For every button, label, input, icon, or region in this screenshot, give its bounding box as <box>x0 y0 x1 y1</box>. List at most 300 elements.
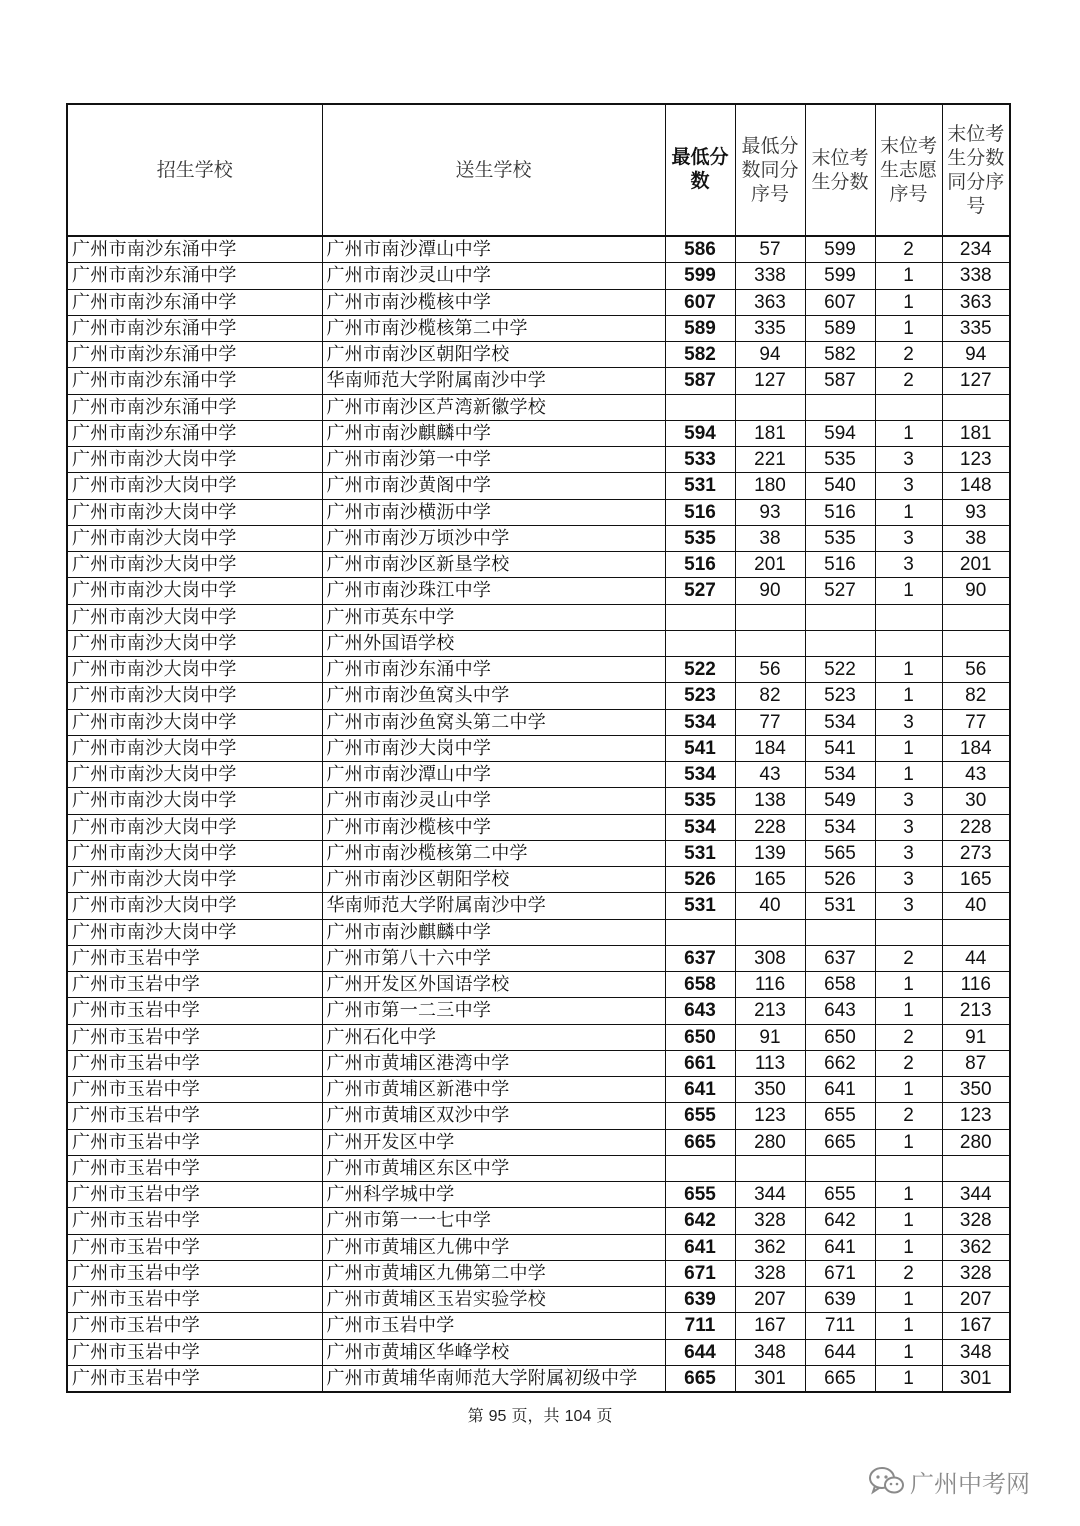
admitting-school-cell: 广州市玉岩中学 <box>67 1365 322 1392</box>
min-score-cell: 534 <box>665 709 735 735</box>
admitting-school-cell: 广州市南沙东涌中学 <box>67 289 322 315</box>
admitting-school-cell: 广州市南沙大岗中学 <box>67 447 322 473</box>
table-row <box>67 1260 1010 1286</box>
last-choice-rank-cell: 3 <box>875 447 942 473</box>
last-choice-rank-cell: 3 <box>875 709 942 735</box>
min-score-tie-rank-cell: 167 <box>735 1313 805 1339</box>
last-tie-rank-cell: 165 <box>942 867 1010 893</box>
table-row <box>67 867 1010 893</box>
min-score-cell: 641 <box>665 1077 735 1103</box>
min-score-cell <box>665 604 735 630</box>
admitting-school-cell: 广州市南沙东涌中学 <box>67 420 322 446</box>
last-choice-rank-cell: 3 <box>875 525 942 551</box>
min-score-tie-rank-cell: 348 <box>735 1339 805 1365</box>
last-tie-rank-cell: 93 <box>942 499 1010 525</box>
last-tie-rank-cell: 273 <box>942 840 1010 866</box>
table-row <box>67 1103 1010 1129</box>
min-score-tie-rank-cell: 181 <box>735 420 805 446</box>
min-score-tie-rank-cell <box>735 1155 805 1181</box>
last-tie-rank-cell: 335 <box>942 315 1010 341</box>
table-row <box>67 709 1010 735</box>
table-row <box>67 368 1010 394</box>
last-score-cell: 643 <box>805 998 875 1024</box>
min-score-cell: 534 <box>665 762 735 788</box>
last-choice-rank-cell: 2 <box>875 1024 942 1050</box>
last-tie-rank-cell <box>942 394 1010 420</box>
current-page-number: 95 <box>488 1408 507 1425</box>
min-score-cell: 641 <box>665 1234 735 1260</box>
min-score-cell: 582 <box>665 342 735 368</box>
last-tie-rank-cell: 90 <box>942 578 1010 604</box>
min-score-tie-rank-cell: 127 <box>735 368 805 394</box>
table-row <box>67 1287 1010 1313</box>
last-choice-rank-cell: 1 <box>875 683 942 709</box>
admitting-school-cell: 广州市玉岩中学 <box>67 1129 322 1155</box>
last-tie-rank-cell <box>942 1155 1010 1181</box>
admitting-school-cell: 广州市南沙大岗中学 <box>67 840 322 866</box>
min-score-tie-rank-cell: 116 <box>735 972 805 998</box>
header-sending-school: 送生学校 <box>322 104 665 236</box>
min-score-cell: 586 <box>665 236 735 263</box>
last-tie-rank-cell: 328 <box>942 1208 1010 1234</box>
table-row <box>67 683 1010 709</box>
table-row <box>67 1365 1010 1392</box>
last-choice-rank-cell: 2 <box>875 236 942 263</box>
min-score-cell: 534 <box>665 814 735 840</box>
last-tie-rank-cell: 301 <box>942 1365 1010 1392</box>
last-tie-rank-cell: 38 <box>942 525 1010 551</box>
last-choice-rank-cell <box>875 1155 942 1181</box>
last-score-cell: 534 <box>805 762 875 788</box>
last-choice-rank-cell: 2 <box>875 368 942 394</box>
table-row <box>67 525 1010 551</box>
last-score-cell: 516 <box>805 552 875 578</box>
table-row <box>67 972 1010 998</box>
table-row <box>67 945 1010 971</box>
last-tie-rank-cell: 234 <box>942 236 1010 263</box>
last-choice-rank-cell: 1 <box>875 972 942 998</box>
min-score-tie-rank-cell: 301 <box>735 1365 805 1392</box>
sending-school-cell: 广州市南沙灵山中学 <box>322 263 665 289</box>
last-tie-rank-cell: 56 <box>942 657 1010 683</box>
last-tie-rank-cell: 148 <box>942 473 1010 499</box>
last-tie-rank-cell: 167 <box>942 1313 1010 1339</box>
sending-school-cell: 广州市南沙区芦湾新徽学校 <box>322 394 665 420</box>
last-tie-rank-cell: 213 <box>942 998 1010 1024</box>
admitting-school-cell: 广州市南沙大岗中学 <box>67 630 322 656</box>
last-score-cell: 589 <box>805 315 875 341</box>
last-score-cell: 711 <box>805 1313 875 1339</box>
last-choice-rank-cell: 1 <box>875 1208 942 1234</box>
sending-school-cell: 广州市南沙榄核中学 <box>322 814 665 840</box>
sending-school-cell: 广州市南沙区新垦学校 <box>322 552 665 578</box>
min-score-tie-rank-cell: 138 <box>735 788 805 814</box>
admitting-school-cell: 广州市玉岩中学 <box>67 945 322 971</box>
last-choice-rank-cell: 3 <box>875 552 942 578</box>
last-tie-rank-cell: 82 <box>942 683 1010 709</box>
last-score-cell: 594 <box>805 420 875 446</box>
total-page-count: 104 <box>564 1408 592 1425</box>
sending-school-cell: 广州外国语学校 <box>322 630 665 656</box>
table-row <box>67 499 1010 525</box>
sending-school-cell: 广州市黄埔区港湾中学 <box>322 1050 665 1076</box>
admitting-school-cell: 广州市玉岩中学 <box>67 1313 322 1339</box>
admitting-school-cell: 广州市南沙大岗中学 <box>67 683 322 709</box>
min-score-cell <box>665 630 735 656</box>
sending-school-cell: 广州市南沙珠江中学 <box>322 578 665 604</box>
admitting-school-cell: 广州市玉岩中学 <box>67 1077 322 1103</box>
sending-school-cell: 广州市黄埔区玉岩实验学校 <box>322 1287 665 1313</box>
min-score-cell: 541 <box>665 735 735 761</box>
min-score-tie-rank-cell <box>735 604 805 630</box>
last-tie-rank-cell: 127 <box>942 368 1010 394</box>
table-row <box>67 552 1010 578</box>
page-footer <box>0 1403 1080 1426</box>
table-row <box>67 604 1010 630</box>
min-score-tie-rank-cell: 344 <box>735 1182 805 1208</box>
last-tie-rank-cell: 123 <box>942 1103 1010 1129</box>
min-score-cell: 658 <box>665 972 735 998</box>
last-tie-rank-cell: 40 <box>942 893 1010 919</box>
last-tie-rank-cell: 43 <box>942 762 1010 788</box>
table-row <box>67 394 1010 420</box>
min-score-cell: 535 <box>665 788 735 814</box>
admitting-school-cell: 广州市南沙大岗中学 <box>67 762 322 788</box>
table-row <box>67 1155 1010 1181</box>
min-score-cell: 523 <box>665 683 735 709</box>
min-score-cell <box>665 1155 735 1181</box>
admitting-school-cell: 广州市南沙大岗中学 <box>67 893 322 919</box>
min-score-tie-rank-cell: 113 <box>735 1050 805 1076</box>
min-score-tie-rank-cell: 94 <box>735 342 805 368</box>
admitting-school-cell: 广州市玉岩中学 <box>67 1208 322 1234</box>
last-score-cell: 522 <box>805 657 875 683</box>
last-score-cell: 535 <box>805 525 875 551</box>
admitting-school-cell: 广州市南沙东涌中学 <box>67 394 322 420</box>
last-score-cell: 599 <box>805 236 875 263</box>
min-score-tie-rank-cell: 40 <box>735 893 805 919</box>
last-score-cell: 541 <box>805 735 875 761</box>
last-score-cell: 549 <box>805 788 875 814</box>
last-tie-rank-cell: 44 <box>942 945 1010 971</box>
last-score-cell: 642 <box>805 1208 875 1234</box>
last-choice-rank-cell: 2 <box>875 1260 942 1286</box>
min-score-tie-rank-cell: 184 <box>735 735 805 761</box>
min-score-tie-rank-cell: 38 <box>735 525 805 551</box>
table-row <box>67 236 1010 263</box>
admitting-school-cell: 广州市玉岩中学 <box>67 1287 322 1313</box>
admitting-school-cell: 广州市南沙东涌中学 <box>67 263 322 289</box>
last-score-cell: 516 <box>805 499 875 525</box>
last-score-cell <box>805 394 875 420</box>
last-choice-rank-cell: 1 <box>875 1365 942 1392</box>
min-score-cell: 531 <box>665 473 735 499</box>
last-score-cell: 540 <box>805 473 875 499</box>
table-row <box>67 840 1010 866</box>
last-tie-rank-cell: 123 <box>942 447 1010 473</box>
last-choice-rank-cell: 1 <box>875 735 942 761</box>
min-score-cell: 589 <box>665 315 735 341</box>
admitting-school-cell: 广州市南沙大岗中学 <box>67 499 322 525</box>
min-score-cell: 531 <box>665 840 735 866</box>
header-admitting-school: 招生学校 <box>67 104 322 236</box>
min-score-cell: 637 <box>665 945 735 971</box>
min-score-cell: 661 <box>665 1050 735 1076</box>
last-score-cell <box>805 1155 875 1181</box>
last-tie-rank-cell: 280 <box>942 1129 1010 1155</box>
table-row <box>67 630 1010 656</box>
min-score-tie-rank-cell: 57 <box>735 236 805 263</box>
min-score-tie-rank-cell <box>735 919 805 945</box>
admitting-school-cell: 广州市南沙大岗中学 <box>67 788 322 814</box>
last-choice-rank-cell: 1 <box>875 420 942 446</box>
last-score-cell: 535 <box>805 447 875 473</box>
table-row <box>67 263 1010 289</box>
header-last-score: 末位考生分数 <box>805 104 875 236</box>
last-choice-rank-cell: 1 <box>875 762 942 788</box>
last-score-cell: 534 <box>805 709 875 735</box>
min-score-cell: 607 <box>665 289 735 315</box>
table-row <box>67 473 1010 499</box>
last-score-cell: 662 <box>805 1050 875 1076</box>
footer-prefix: 第 <box>467 1406 489 1425</box>
sending-school-cell: 广州市英东中学 <box>322 604 665 630</box>
min-score-cell: 671 <box>665 1260 735 1286</box>
last-choice-rank-cell: 3 <box>875 788 942 814</box>
admitting-school-cell: 广州市南沙大岗中学 <box>67 919 322 945</box>
last-tie-rank-cell: 77 <box>942 709 1010 735</box>
admitting-school-cell: 广州市南沙大岗中学 <box>67 578 322 604</box>
last-score-cell: 565 <box>805 840 875 866</box>
admitting-school-cell: 广州市南沙大岗中学 <box>67 552 322 578</box>
watermark-text: 广州中考网 <box>910 1469 1030 1498</box>
last-tie-rank-cell: 350 <box>942 1077 1010 1103</box>
sending-school-cell: 广州市南沙潭山中学 <box>322 236 665 263</box>
table-row <box>67 1182 1010 1208</box>
sending-school-cell: 广州市黄埔区华峰学校 <box>322 1339 665 1365</box>
last-choice-rank-cell <box>875 394 942 420</box>
watermark <box>868 1461 1030 1501</box>
sending-school-cell: 广州开发区中学 <box>322 1129 665 1155</box>
last-score-cell: 650 <box>805 1024 875 1050</box>
last-tie-rank-cell: 184 <box>942 735 1010 761</box>
last-tie-rank-cell: 348 <box>942 1339 1010 1365</box>
min-score-cell: 650 <box>665 1024 735 1050</box>
table-row <box>67 289 1010 315</box>
table-row <box>67 342 1010 368</box>
min-score-cell: 527 <box>665 578 735 604</box>
header-min-score: 最低分数 <box>665 104 735 236</box>
table-row <box>67 420 1010 446</box>
min-score-cell <box>665 394 735 420</box>
table-row <box>67 447 1010 473</box>
min-score-tie-rank-cell: 363 <box>735 289 805 315</box>
sending-school-cell: 广州市玉岩中学 <box>322 1313 665 1339</box>
table-body <box>67 236 1010 1392</box>
last-score-cell: 641 <box>805 1077 875 1103</box>
admitting-school-cell: 广州市南沙东涌中学 <box>67 342 322 368</box>
last-tie-rank-cell: 91 <box>942 1024 1010 1050</box>
min-score-tie-rank-cell: 43 <box>735 762 805 788</box>
last-score-cell: 655 <box>805 1182 875 1208</box>
min-score-tie-rank-cell: 82 <box>735 683 805 709</box>
min-score-cell: 665 <box>665 1365 735 1392</box>
min-score-cell: 594 <box>665 420 735 446</box>
last-score-cell: 644 <box>805 1339 875 1365</box>
admitting-school-cell: 广州市南沙大岗中学 <box>67 525 322 551</box>
sending-school-cell: 广州市黄埔区东区中学 <box>322 1155 665 1181</box>
min-score-tie-rank-cell: 91 <box>735 1024 805 1050</box>
table-row <box>67 919 1010 945</box>
sending-school-cell: 广州市南沙鱼窝头第二中学 <box>322 709 665 735</box>
min-score-tie-rank-cell: 350 <box>735 1077 805 1103</box>
last-choice-rank-cell: 2 <box>875 945 942 971</box>
last-tie-rank-cell: 344 <box>942 1182 1010 1208</box>
last-choice-rank-cell: 1 <box>875 263 942 289</box>
sending-school-cell: 广州市南沙灵山中学 <box>322 788 665 814</box>
sending-school-cell: 广州市黄埔区双沙中学 <box>322 1103 665 1129</box>
last-tie-rank-cell: 201 <box>942 552 1010 578</box>
sending-school-cell: 广州市南沙大岗中学 <box>322 735 665 761</box>
min-score-tie-rank-cell: 180 <box>735 473 805 499</box>
last-tie-rank-cell: 363 <box>942 289 1010 315</box>
table-row <box>67 893 1010 919</box>
min-score-tie-rank-cell: 123 <box>735 1103 805 1129</box>
last-score-cell: 671 <box>805 1260 875 1286</box>
min-score-tie-rank-cell: 207 <box>735 1287 805 1313</box>
last-choice-rank-cell <box>875 604 942 630</box>
sending-school-cell: 广州市南沙榄核第二中学 <box>322 840 665 866</box>
admitting-school-cell: 广州市南沙大岗中学 <box>67 604 322 630</box>
min-score-cell: 522 <box>665 657 735 683</box>
last-choice-rank-cell: 3 <box>875 814 942 840</box>
last-tie-rank-cell: 338 <box>942 263 1010 289</box>
table-row <box>67 762 1010 788</box>
min-score-tie-rank-cell: 362 <box>735 1234 805 1260</box>
sending-school-cell: 广州市黄埔区新港中学 <box>322 1077 665 1103</box>
min-score-tie-rank-cell: 221 <box>735 447 805 473</box>
header-last-tie-rank: 末位考生分数同分序号 <box>942 104 1010 236</box>
table-row <box>67 578 1010 604</box>
sending-school-cell: 广州市南沙榄核中学 <box>322 289 665 315</box>
sending-school-cell: 广州市南沙区朝阳学校 <box>322 342 665 368</box>
table-row <box>67 1050 1010 1076</box>
min-score-cell: 711 <box>665 1313 735 1339</box>
min-score-tie-rank-cell: 228 <box>735 814 805 840</box>
sending-school-cell: 广州市南沙横沥中学 <box>322 499 665 525</box>
table-row <box>67 657 1010 683</box>
last-score-cell: 582 <box>805 342 875 368</box>
sending-school-cell: 广州市第八十六中学 <box>322 945 665 971</box>
last-choice-rank-cell <box>875 630 942 656</box>
last-score-cell: 526 <box>805 867 875 893</box>
admitting-school-cell: 广州市玉岩中学 <box>67 1103 322 1129</box>
table-row <box>67 315 1010 341</box>
sending-school-cell: 广州市南沙麒麟中学 <box>322 420 665 446</box>
table-row <box>67 1234 1010 1260</box>
last-choice-rank-cell <box>875 919 942 945</box>
sending-school-cell: 广州市南沙鱼窝头中学 <box>322 683 665 709</box>
sending-school-cell: 华南师范大学附属南沙中学 <box>322 893 665 919</box>
sending-school-cell: 广州市南沙万顷沙中学 <box>322 525 665 551</box>
table-row <box>67 1313 1010 1339</box>
min-score-tie-rank-cell: 308 <box>735 945 805 971</box>
admitting-school-cell: 广州市玉岩中学 <box>67 1155 322 1181</box>
last-tie-rank-cell: 228 <box>942 814 1010 840</box>
last-choice-rank-cell: 2 <box>875 1050 942 1076</box>
last-choice-rank-cell: 1 <box>875 998 942 1024</box>
table-row <box>67 998 1010 1024</box>
admitting-school-cell: 广州市南沙大岗中学 <box>67 814 322 840</box>
last-tie-rank-cell: 94 <box>942 342 1010 368</box>
min-score-tie-rank-cell: 213 <box>735 998 805 1024</box>
last-choice-rank-cell: 1 <box>875 657 942 683</box>
sending-school-cell: 广州市南沙东涌中学 <box>322 657 665 683</box>
last-score-cell: 607 <box>805 289 875 315</box>
footer-suffix: 页 <box>591 1406 613 1425</box>
min-score-tie-rank-cell: 328 <box>735 1260 805 1286</box>
last-choice-rank-cell: 1 <box>875 1129 942 1155</box>
sending-school-cell: 广州科学城中学 <box>322 1182 665 1208</box>
min-score-tie-rank-cell: 165 <box>735 867 805 893</box>
table-header-row <box>67 104 1010 236</box>
min-score-cell: 639 <box>665 1287 735 1313</box>
last-score-cell: 658 <box>805 972 875 998</box>
last-tie-rank-cell <box>942 919 1010 945</box>
sending-school-cell: 广州开发区外国语学校 <box>322 972 665 998</box>
last-choice-rank-cell: 3 <box>875 867 942 893</box>
last-choice-rank-cell: 2 <box>875 1103 942 1129</box>
last-score-cell: 527 <box>805 578 875 604</box>
sending-school-cell: 广州市南沙区朝阳学校 <box>322 867 665 893</box>
last-score-cell: 599 <box>805 263 875 289</box>
last-choice-rank-cell: 1 <box>875 1339 942 1365</box>
sending-school-cell: 广州市南沙麒麟中学 <box>322 919 665 945</box>
min-score-cell: 526 <box>665 867 735 893</box>
header-min-score-tie-rank: 最低分数同分序号 <box>735 104 805 236</box>
sending-school-cell: 华南师范大学附属南沙中学 <box>322 368 665 394</box>
min-score-tie-rank-cell: 338 <box>735 263 805 289</box>
admitting-school-cell: 广州市玉岩中学 <box>67 1024 322 1050</box>
last-choice-rank-cell: 1 <box>875 1182 942 1208</box>
last-choice-rank-cell: 1 <box>875 1234 942 1260</box>
table-row <box>67 1208 1010 1234</box>
min-score-cell: 643 <box>665 998 735 1024</box>
admitting-school-cell: 广州市玉岩中学 <box>67 1182 322 1208</box>
min-score-cell: 642 <box>665 1208 735 1234</box>
sending-school-cell: 广州市南沙黄阁中学 <box>322 473 665 499</box>
admitting-school-cell: 广州市南沙东涌中学 <box>67 315 322 341</box>
min-score-cell: 531 <box>665 893 735 919</box>
last-score-cell: 665 <box>805 1129 875 1155</box>
admitting-school-cell: 广州市南沙东涌中学 <box>67 368 322 394</box>
sending-school-cell: 广州市黄埔区九佛中学 <box>322 1234 665 1260</box>
min-score-cell: 516 <box>665 499 735 525</box>
last-choice-rank-cell: 1 <box>875 499 942 525</box>
sending-school-cell: 广州石化中学 <box>322 1024 665 1050</box>
admission-score-table <box>66 103 1011 1393</box>
sending-school-cell: 广州市第一二三中学 <box>322 998 665 1024</box>
min-score-tie-rank-cell <box>735 630 805 656</box>
last-choice-rank-cell: 2 <box>875 342 942 368</box>
table-row <box>67 1129 1010 1155</box>
last-score-cell <box>805 604 875 630</box>
last-choice-rank-cell: 3 <box>875 473 942 499</box>
min-score-cell: 516 <box>665 552 735 578</box>
table-row <box>67 1077 1010 1103</box>
min-score-cell: 655 <box>665 1103 735 1129</box>
last-choice-rank-cell: 3 <box>875 840 942 866</box>
